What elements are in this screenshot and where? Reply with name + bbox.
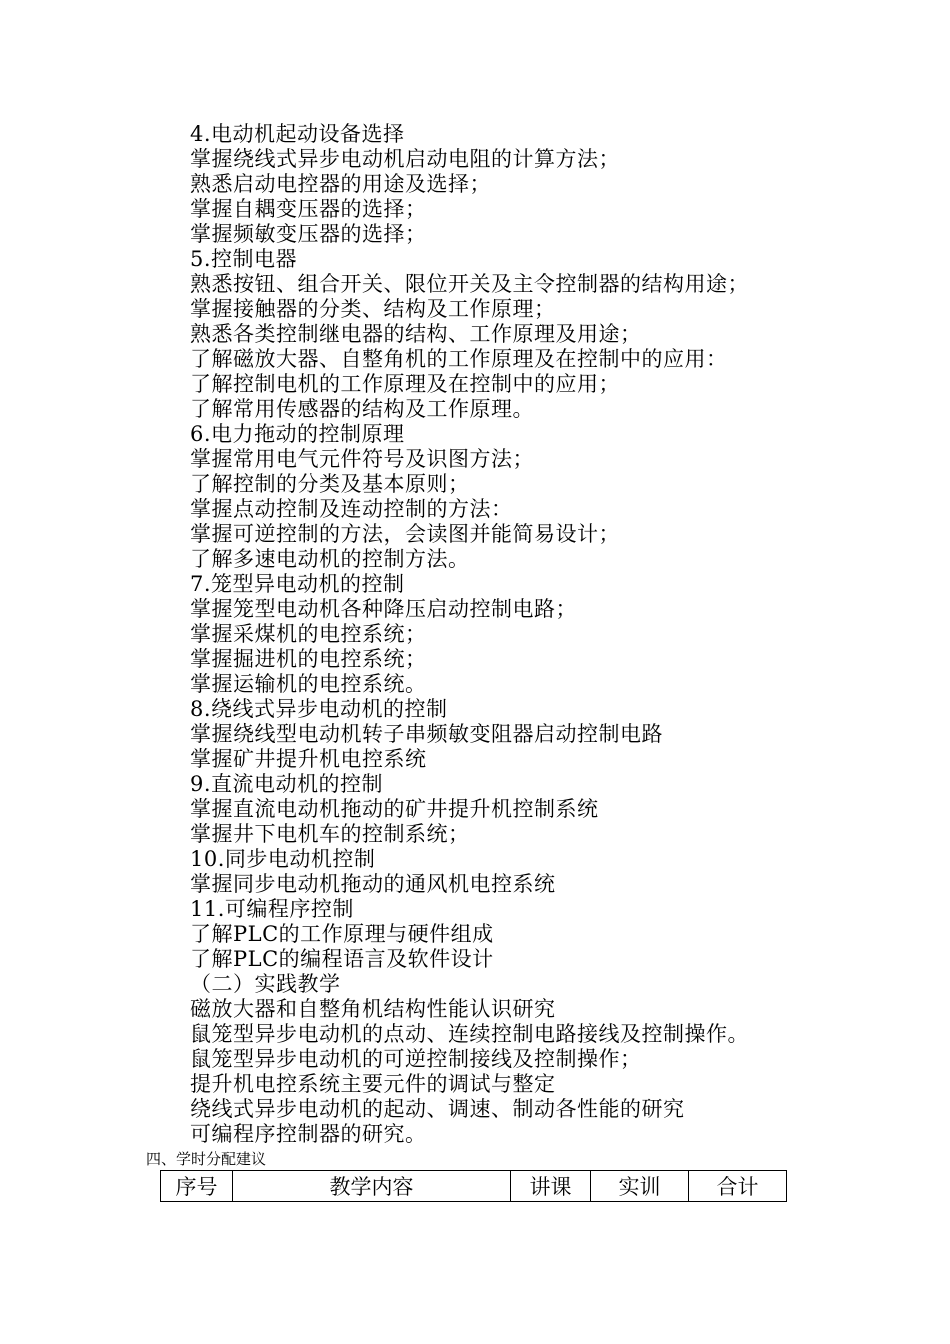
text-line: 了解PLC的工作原理与硬件组成 [190,922,494,946]
header-cell-practice: 实训 [591,1171,689,1202]
text-line: 鼠笼型异步电动机的点动、连续控制电路接线及控制操作。 [190,1022,749,1046]
syllabus-body [190,122,910,1147]
text-line: 熟悉各类控制继电器的结构、工作原理及用途； [190,322,642,346]
text-line: 掌握频敏变压器的选择； [190,222,427,246]
text-line: 8.绕线式异步电动机的控制 [190,697,448,721]
table-header-row [161,1171,787,1202]
text-line: 掌握笼型电动机各种降压启动控制电路； [190,597,577,621]
text-line: 了解磁放大器、自整角机的工作原理及在控制中的应用： [190,347,728,371]
text-line: 掌握自耦变压器的选择； [190,197,427,221]
text-line: 10.同步电动机控制 [190,847,376,871]
text-line: 9.直流电动机的控制 [190,772,384,796]
text-line: 掌握井下电机车的控制系统； [190,822,470,846]
header-cell-total: 合计 [689,1171,787,1202]
text-line: 掌握常用电气元件符号及识图方法； [190,447,534,471]
text-line: 掌握掘进机的电控系统； [190,647,427,671]
text-line: 掌握绕线型电动机转子串频敏变阻器启动控制电路 [190,722,663,746]
header-cell-content: 教学内容 [233,1171,511,1202]
text-line: 鼠笼型异步电动机的可逆控制接线及控制操作； [190,1047,642,1071]
text-line: 熟悉按钮、组合开关、限位开关及主令控制器的结构用途； [190,272,749,296]
text-line: 6.电力拖动的控制原理 [190,422,405,446]
text-line: 可编程序控制器的研究。 [190,1122,427,1146]
text-line: 掌握同步电动机拖动的通风机电控系统 [190,872,556,896]
text-line: 了解PLC的编程语言及软件设计 [190,947,494,971]
text-line: 掌握点动控制及连动控制的方法： [190,497,513,521]
text-line: 掌握绕线式异步电动机启动电阻的计算方法； [190,147,620,171]
text-line: （二）实践教学 [190,972,341,996]
text-line: 了解控制的分类及基本原则； [190,472,470,496]
section-heading: 四、学时分配建议 [146,1150,267,1168]
text-line: 了解控制电机的工作原理及在控制中的应用； [190,372,620,396]
text-line: 掌握矿井提升机电控系统 [190,747,427,771]
text-line: 5.控制电器 [190,247,298,271]
text-line: 熟悉启动电控器的用途及选择； [190,172,491,196]
text-line: 7.笼型异电动机的控制 [190,572,405,596]
text-line: 掌握直流电动机拖动的矿井提升机控制系统 [190,797,599,821]
text-line: 了解常用传感器的结构及工作原理。 [190,397,534,421]
header-cell-index: 序号 [161,1171,233,1202]
text-line: 掌握接触器的分类、结构及工作原理； [190,297,556,321]
text-line: 掌握采煤机的电控系统； [190,622,427,646]
hours-allocation-table [160,1170,787,1202]
text-line: 磁放大器和自整角机结构性能认识研究 [190,997,556,1021]
header-cell-lecture: 讲课 [511,1171,591,1202]
text-line: 绕线式异步电动机的起动、调速、制动各性能的研究 [190,1097,685,1121]
text-line: 掌握可逆控制的方法，会读图并能简易设计； [190,522,620,546]
text-line: 4.电动机起动设备选择 [190,122,405,146]
text-line: 提升机电控系统主要元件的调试与整定 [190,1072,556,1096]
text-line: 了解多速电动机的控制方法。 [190,547,470,571]
text-line: 掌握运输机的电控系统。 [190,672,427,696]
text-line: 11.可编程序控制 [190,897,354,921]
